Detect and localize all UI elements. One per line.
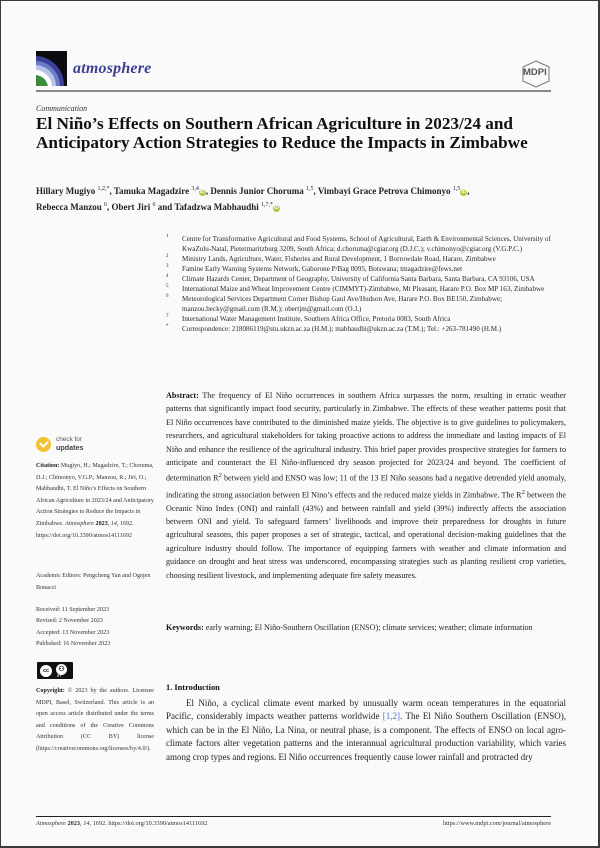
footer-rule [36, 816, 551, 817]
footer-journal: Atmosphere [36, 820, 66, 827]
affiliation-item [166, 274, 566, 284]
author-name[interactable]: Vimbayi Grace Petrova Chimonyo [317, 186, 451, 196]
affiliation-number: 7 [166, 314, 169, 319]
article-type: Communication [36, 104, 88, 113]
journal-logo [36, 51, 67, 86]
affiliation-text: Famine Early Warning Systems Network, Gaborone P/Bag 0095, Botswana; tmagadzire@fews.net [182, 265, 463, 273]
intro-text-1: El Niño, a cyclical climate event marked by unusually warm ocean temperatures in the equatorial Pacific, considerably impacts weather patterns worldwide [166, 698, 566, 722]
citation-label: Citation: [36, 463, 60, 469]
author-name[interactable]: Tamuka Magadzire [113, 186, 190, 196]
affiliation-text: Correspondence: 218086119@stu.ukzn.ac.za (H.M.); mabhaudhi@ukzn.ac.za (T.M.); Tel.: +263-781490 (H.M.) [182, 325, 502, 333]
section-heading: 1. Introduction [166, 683, 220, 692]
author-affiliation-marker: 1,5 [305, 186, 314, 192]
author-separator: , [205, 186, 211, 196]
abstract [166, 389, 566, 582]
footer-volume: 14 [83, 820, 90, 827]
cc-by-license-icon[interactable] [37, 662, 73, 679]
orcid-icon[interactable]: iD [461, 189, 467, 195]
orcid-icon[interactable]: iD [199, 189, 205, 195]
affiliation-number: 2 [166, 254, 169, 259]
updates-label: updates [56, 443, 84, 452]
date-revised: Revised: 2 November 2023 [36, 618, 103, 625]
affiliation-number: 6 [166, 294, 169, 299]
by-label: BY [57, 673, 62, 678]
footer-journal-url[interactable]: https://www.mdpi.com/journal/atmosphere [442, 820, 551, 827]
check-for-updates-button[interactable] [36, 435, 96, 457]
mdpi-text: MDPI [523, 67, 547, 78]
author-name[interactable]: Obert Jiri [111, 201, 151, 212]
paper-page [1, 1, 598, 846]
copyright-text: © 2023 by the authors. Licensee MDPI, Basel, Switzerland. This article is an open access article distributed under the terms and conditions of the Creative Commons Attribution (CC BY) license (https://creativecommons.org/licenses/by/4.0/). [36, 688, 154, 752]
copyright-label: Copyright: [36, 688, 65, 694]
abstract-text-1: The frequency of El Niño occurrences in southern Africa surpasses the norm, resulting in erratic weather patterns that significantly impact food security, particularly in Zimbabwe. The effects of these weather patterns posit that El Niño occurrences have contributed to the diminished maize yields. The objective is to give guidelines to policymakers, researchers, and agricultural stakeholders for taking proactive actions to address the immediate and lasting impacts of El Niño and enhance the resilience of the agricultural industry. This brief paper provides prospective strategies for farmers to anticipate and counteract the El Niño-influenced dry season projected for 2023/24 and beyond. The coefficient of determination R [166, 391, 566, 484]
citation-volume: 14 [110, 520, 117, 527]
cc-icon: cc [39, 664, 53, 678]
citation-link[interactable]: [1,2] [382, 711, 401, 722]
citation-block: Citation: Mugiyo, H.; Magadzire, T.; Choruma, D.J.; Chimonyo, V.G.P.; Manzou, R.; Jiri, O.; Mabhaudhi, T. El Niño’s Effects on Southern African Agriculture in 2023/24 and Anticipatory Action Strategies to Reduce the Impacts in Zimbabwe. Atmosphere 2023, 14, 1692. https://doi.org/10.3390/atmos14111692 [36, 463, 154, 539]
affiliation-text: International Maize and Wheat Improvement Centre (CIMMYT)-Zimbabwe, Mt Pleasant, Harare P.O. Box MP 163, Zimbabwe [182, 285, 545, 293]
author-affiliation-marker: 1,7,* [261, 201, 274, 208]
author-affiliation-marker: 1,2,* [97, 186, 110, 192]
author-name[interactable]: Dennis Junior Choruma [210, 186, 304, 196]
copyright-block [36, 686, 154, 756]
abstract-label: Abstract: [166, 391, 199, 400]
abstract-text-2: between yield and ENSO was low; 11 of the 13 El Niño seasons had a negative detrended yield anomaly, indicating the strong association between El Nino’s effects and the reduced maize yields in Zimbabwe. The R [166, 474, 567, 500]
date-published: Published: 16 November 2023 [36, 641, 111, 648]
citation-text: Mugiyo, H.; Magadzire, T.; Choruma, D.J.; Chimonyo, V.G.P.; Manzou, R.; Jiri, O.; Mabhaudhi, T. El Niño’s Effects on Southern African Agriculture in 2023/24 and Anticipatory Action Strategies to Reduce the Impacts in Zimbabwe. [36, 463, 154, 527]
academic-editors: Academic Editors: Pengcheng Yan and Ognjen Bonacci [36, 573, 151, 591]
check-for-label: check for [56, 436, 82, 443]
affiliation-number: 4 [166, 274, 169, 279]
author-list [36, 183, 566, 214]
affiliation-item [166, 254, 566, 264]
publication-dates [36, 605, 154, 651]
check-badge-icon [36, 437, 51, 452]
author-affiliation-marker: 1,5 [452, 186, 461, 192]
affiliation-item [166, 264, 566, 274]
affiliation-number: 1 [166, 234, 169, 239]
author-name[interactable]: Hillary Mugiyo [36, 186, 96, 196]
orcid-icon[interactable]: iD [274, 204, 280, 211]
affiliation-number: 5 [166, 284, 169, 289]
abstract-text-3: between the Oceanic Nino Index (ONI) and rainfall (43%) and between rainfall and yield (39%) indirectly affects the association between ONI and yield. To safeguard farmers’ livelihoods and improve their preparedness for droughts in future agricultural seasons, this paper proposes a set of strategic, tactical, and operational decision-making guidelines that the agriculture industry should follow. The importance of equipping farmers with weather and climate information and guidance on drought and heat stress was underscored, encompassing strategies such as planting resilient crop varieties, choosing resilient livestock, and implementing adequate fire safety measures. [166, 490, 566, 580]
affiliations [166, 234, 566, 334]
affiliation-text: Ministry Lands, Agriculture, Water, Fisheries and Rural Development, 1 Borrowdale Road, Harare, Zimbabwe [182, 255, 496, 263]
author-separator: , [313, 186, 318, 196]
keywords-text: early warning; El Niño-Southern Oscillation (ENSO); climate services; weather; climate information [205, 623, 533, 632]
author-name[interactable]: Tafadzwa Mabhaudhi [174, 201, 259, 212]
date-received: Received: 11 September 2023 [36, 607, 110, 613]
footer-citation: Atmosphere 2023, 14, 1692. https://doi.org/10.3390/atmos14111692 [36, 820, 208, 827]
introduction-paragraph [166, 697, 566, 764]
author-name[interactable]: Rebecca Manzou [36, 201, 102, 212]
keywords [166, 621, 566, 634]
affiliation-number: 3 [166, 264, 169, 269]
citation-doi[interactable]: , 1692. https://doi.org/10.3390/atmos14111692 [36, 520, 134, 539]
header-rule [36, 90, 551, 92]
affiliation-item [166, 314, 566, 324]
intro-text-2: . The El Niño Southern Oscillation (ENSO), which can be in the El Niño, La Nina, or neutral phase, is a component. The effects of ENSO on local agro-climate factors alter vegetation patterns and the interannual agricultural production variability, which varies among crop types and regions. El Niño occurrences frequently cause lower rainfall and protracted dry [166, 711, 566, 762]
affiliation-text: Climate Hazards Center, Department of Geography, University of California Santa Barbara, Santa Barbara, CA 93106, USA [182, 275, 535, 283]
mdpi-logo [521, 60, 551, 88]
affiliation-text: International Water Management Institute, Southern Africa Office, Pretoria 0083, South Africa [182, 315, 451, 323]
author-separator: , [106, 201, 112, 212]
affiliation-item [166, 324, 566, 334]
date-accepted: Accepted: 13 November 2023 [36, 629, 110, 636]
attribution-person-icon: ⚇ [56, 664, 67, 675]
keywords-label: Keywords: [166, 623, 204, 632]
author-separator: , [467, 186, 470, 196]
author-separator: , [109, 186, 114, 196]
author-affiliation-marker: 6 [103, 201, 107, 208]
affiliation-item [166, 284, 566, 294]
affiliation-item [166, 294, 566, 314]
author-affiliation-marker: 3,4 [191, 186, 199, 192]
affiliation-text: Meteorological Services Department Corner Bishop Gaul Ave/Hudson Ave, Harare P.O. Box BE150, Zimbabwe; manzou.becky@gmail.com (R.M.); obertjm@gmail.com (O.J.) [182, 295, 503, 313]
superscript: 2 [521, 488, 525, 496]
affiliation-text: Centre for Transformative Agricultural and Food Systems, School of Agricultural, Earth & Environmental Sciences, University of KwaZulu-Natal, Pietermaritzburg 3209, South Africa; d.choruma@cgiar.org (D.J.C.); v.chimonyo@cgiar.org (V.G.P.C.) [182, 235, 551, 253]
citation-journal: Atmosphere [65, 520, 95, 527]
author-separator: and [155, 201, 175, 212]
citation-year: 2023 [95, 520, 108, 527]
superscript: 2 [218, 472, 222, 480]
journal-name: atmosphere [73, 60, 152, 77]
author-affiliation-marker: 6 [152, 201, 156, 208]
article-title: El Niño’s Effects on Southern African Agriculture in 2023/24 and Anticipatory Action Strategies to Reduce the Impacts in Zimbabwe [36, 114, 528, 152]
footer-doi[interactable]: , 1692. https://doi.org/10.3390/atmos14111692 [89, 820, 208, 827]
affiliation-number: * [166, 324, 169, 329]
affiliation-item [166, 234, 566, 254]
footer-year: 2023 [67, 820, 81, 827]
